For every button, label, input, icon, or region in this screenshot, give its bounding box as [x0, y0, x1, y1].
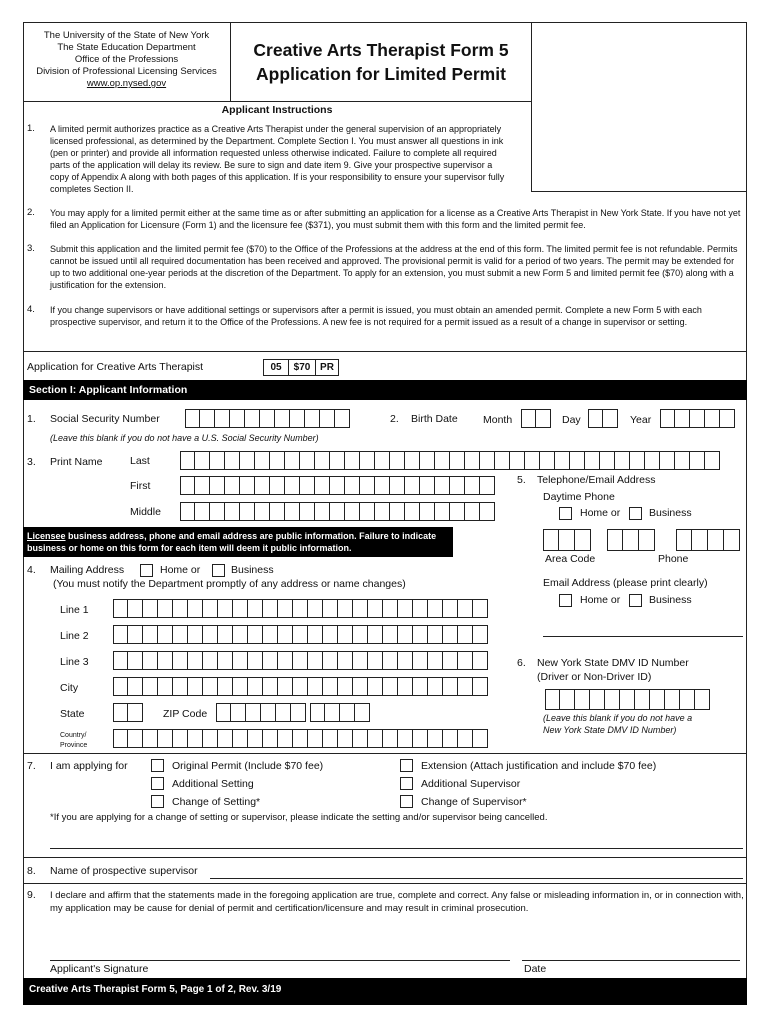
divider [23, 857, 747, 858]
address-line-1-input[interactable] [113, 599, 488, 618]
fee-code: $70 [289, 359, 316, 376]
change-supervisor-checkbox[interactable] [400, 795, 413, 808]
item-number: 8. [27, 865, 36, 877]
instruction-4: If you change supervisors or have additional settings or supervisors after a permit is issued, you must obtain an amended permit. Complete a new Form 5 with each prospective supervisor, and return it to the Office of the Professions. A new fee is not required for a permit issued as a result of a change in supervisor or setting. [50, 305, 702, 327]
address-line-3-input[interactable] [113, 651, 488, 670]
middle-name-label: Middle [130, 506, 161, 518]
divider [23, 883, 747, 884]
original-permit-label: Original Permit (Include $70 fee) [172, 760, 324, 772]
change-setting-label: Change of Setting* [172, 796, 261, 808]
email-home-checkbox[interactable] [559, 594, 572, 607]
zip-plus4-input[interactable] [310, 703, 370, 722]
supervisor-label: Name of prospective supervisor [50, 865, 198, 877]
country-label [60, 731, 87, 751]
item-number: 5. [517, 474, 526, 486]
last-name-label: Last [130, 455, 150, 467]
first-name-input[interactable] [180, 476, 495, 495]
agency-line-1: The University of the State of New York [43, 30, 210, 41]
additional-setting-checkbox[interactable] [151, 777, 164, 790]
last-name-input[interactable] [180, 451, 720, 470]
country-input[interactable] [113, 729, 488, 748]
phone-prefix-input[interactable] [607, 529, 655, 551]
middle-name-input[interactable] [180, 502, 495, 521]
form-title-line-1: Creative Arts Therapist Form 5 [253, 40, 509, 60]
dmv-sublabel: (Driver or Non-Driver ID) [537, 671, 652, 683]
agency-block [23, 22, 231, 102]
website-link[interactable]: www.op.nysed.gov [86, 78, 167, 89]
area-code-label: Area Code [545, 553, 596, 565]
change-note: *If you are applying for a change of setting or supervisor, please indicate the setting and/or supervisor being cancelled. [50, 812, 548, 823]
form-title [231, 22, 531, 102]
item-number: 7. [27, 760, 36, 772]
mailing-business-checkbox[interactable] [212, 564, 225, 577]
change-setting-checkbox[interactable] [151, 795, 164, 808]
phone-number-input[interactable] [676, 529, 740, 551]
item-number: 1. [27, 413, 36, 425]
divider [23, 753, 747, 754]
birth-month-input[interactable] [521, 409, 551, 428]
zip-label: ZIP Code [163, 708, 208, 720]
dmv-note-line-2: New York State DMV ID Number) [543, 725, 677, 735]
item-number: 2. [390, 413, 399, 425]
area-code-input[interactable] [543, 529, 591, 551]
application-label: Application for Creative Arts Therapist [27, 361, 204, 373]
email-input-line[interactable] [543, 636, 743, 637]
cancelled-setting-line[interactable] [50, 848, 743, 849]
first-name-label: First [130, 480, 151, 492]
change-supervisor-label: Change of Supervisor* [421, 796, 527, 808]
telephone-email-label: Telephone/Email Address [537, 474, 656, 486]
original-permit-checkbox[interactable] [151, 759, 164, 772]
phone-business-checkbox[interactable] [629, 507, 642, 520]
item-number: 3. [27, 456, 36, 468]
home-or-label: Home or [580, 507, 621, 519]
business-label: Business [649, 594, 692, 606]
signature-line[interactable] [50, 960, 510, 961]
ssn-note: (Leave this blank if you do not have a U.S. Social Security Number) [50, 433, 319, 443]
instruction-number: 4. [27, 304, 35, 315]
year-label: Year [630, 414, 652, 426]
country-label-line-1: Country/ [60, 732, 87, 739]
country-label-line-2: Province [60, 742, 88, 749]
instruction-1: A limited permit authorizes practice as a Creative Arts Therapist under the general supervision of an appropriately licensed professional, as determined by the Department. Complete Section I. You must answer all questions in ink (pen or printer) and provide all information requested unless otherwise indicated. Failure to complete all required parts of the application will delay its review. Be sure to sign and date item 9. Give your prospective supervisor a copy of Appendix A along with both pages of this application. If is your responsibility to ensure your supervisor fully completes Section II. [50, 124, 505, 194]
mailing-address-label: Mailing Address [50, 564, 125, 576]
daytime-phone-label: Daytime Phone [543, 491, 615, 503]
item-number: 9. [27, 889, 36, 901]
instruction-number: 2. [27, 207, 35, 218]
day-label: Day [562, 414, 581, 426]
date-label: Date [524, 963, 547, 975]
form-title-line-2: Application for Limited Permit [256, 64, 506, 84]
line-1-label: Line 1 [60, 604, 89, 616]
ssn-label: Social Security Number [50, 413, 160, 425]
ssn-input[interactable] [185, 409, 350, 428]
state-input[interactable] [113, 703, 143, 722]
profession-code: 05 [263, 359, 289, 376]
supervisor-name-line[interactable] [210, 878, 743, 879]
extension-checkbox[interactable] [400, 759, 413, 772]
address-line-2-input[interactable] [113, 625, 488, 644]
footer-bar: Creative Arts Therapist Form 5, Page 1 of 2, Rev. 3/19 [23, 978, 747, 1005]
dmv-id-input[interactable] [545, 689, 710, 710]
dmv-label: New York State DMV ID Number [537, 657, 689, 669]
mailing-note: (You must notify the Department promptly of any address or name changes) [53, 578, 406, 590]
business-label: Business [231, 564, 274, 576]
licensee-word: Licensee [27, 531, 66, 541]
signature-label: Applicant's Signature [50, 963, 149, 975]
home-or-label: Home or [160, 564, 201, 576]
extension-label: Extension (Attach justification and include $70 fee) [421, 760, 657, 772]
instruction-3: Submit this application and the limited permit fee ($70) to the Office of the Professions at the address at the end of this form. The limited permit fee is not refundable. Permits cannot be issued until all required documentation has been received and approved. The provisional permit is valid for a period of two years. The permit may be extended for up to two additional one-year periods at the discretion of the Department. To apply for an extension, you must submit a new Form 5 and limited permit fee ($70) along with a justification for the extension. [50, 244, 738, 290]
office-use-box [531, 22, 747, 192]
date-line[interactable] [522, 960, 740, 961]
additional-setting-label: Additional Setting [172, 778, 254, 790]
item-number: 6. [517, 657, 526, 669]
additional-supervisor-checkbox[interactable] [400, 777, 413, 790]
divider [23, 351, 747, 352]
applying-for-label: I am applying for [50, 760, 128, 772]
print-name-label: Print Name [50, 456, 103, 468]
zip-input[interactable] [216, 703, 306, 722]
phone-label: Phone [658, 553, 689, 565]
city-input[interactable] [113, 677, 488, 696]
business-label: Business [649, 507, 692, 519]
birth-year-input[interactable] [660, 409, 735, 428]
public-info-notice [23, 527, 453, 557]
instruction-number: 3. [27, 243, 35, 254]
dmv-note-line-1: (Leave this blank if you do not have a [543, 713, 693, 723]
birth-day-input[interactable] [588, 409, 618, 428]
phone-home-checkbox[interactable] [559, 507, 572, 520]
instruction-number: 1. [27, 123, 35, 134]
city-label: City [60, 682, 79, 694]
item-number: 4. [27, 564, 36, 576]
declaration-text: I declare and affirm that the statements made in the foregoing application are true, complete and correct. Any false or misleading information in, or in connection with, my application may be cause for denial of permit and certification/licensure and may result in criminal prosecution. [50, 890, 744, 914]
instructions-title: Applicant Instructions [221, 104, 333, 116]
mailing-home-checkbox[interactable] [140, 564, 153, 577]
state-label: State [60, 708, 85, 720]
email-label: Email Address (please print clearly) [543, 577, 708, 589]
birth-date-label: Birth Date [411, 413, 458, 425]
section-1-header: Section I: Applicant Information [23, 380, 747, 400]
line-3-label: Line 3 [60, 656, 89, 668]
type-code: PR [316, 359, 339, 376]
email-business-checkbox[interactable] [629, 594, 642, 607]
agency-line-4: Division of Professional Licensing Services [36, 66, 217, 77]
public-info-text: business address, phone and email address are public information. Failure to indicate business or home on this form for each item will deem it public information. [27, 531, 437, 553]
month-label: Month [483, 414, 513, 426]
line-2-label: Line 2 [60, 630, 89, 642]
additional-supervisor-label: Additional Supervisor [421, 778, 521, 790]
instruction-2: You may apply for a limited permit either at the same time as or after submitting an application for a license as a Creative Arts Therapist in New York State. If you have not yet filed an Application for Licensure (Form 1) and the licensure fee ($371), you must submit them with this form and the limited permit fee. [50, 208, 741, 230]
agency-line-2: The State Education Department [57, 42, 196, 53]
home-or-label: Home or [580, 594, 621, 606]
agency-line-3: Office of the Professions [74, 54, 179, 65]
